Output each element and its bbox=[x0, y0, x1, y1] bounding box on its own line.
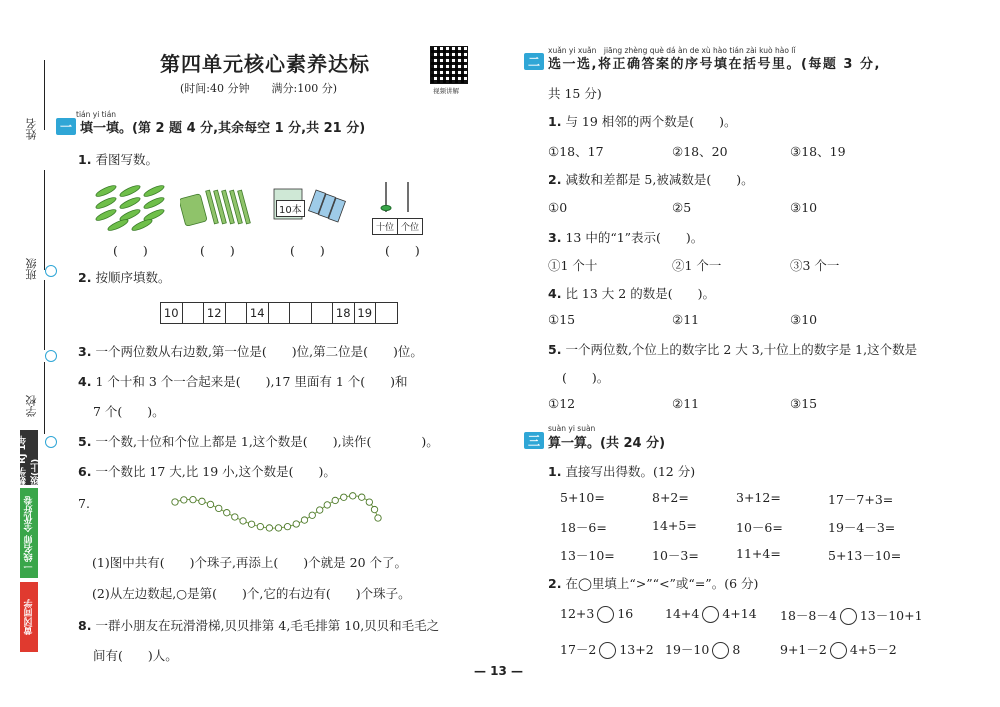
s2-q4-number: 4. bbox=[548, 286, 562, 301]
calc-item[interactable]: 14+5= bbox=[652, 518, 697, 533]
compare-item bbox=[780, 640, 897, 659]
compare-right: 13－10+1 bbox=[859, 608, 923, 623]
binding-hole-2 bbox=[45, 350, 57, 362]
q1-number: 1. bbox=[78, 152, 92, 167]
compare-circle[interactable] bbox=[830, 642, 847, 659]
bead bbox=[216, 505, 222, 511]
q4-text: 1 个十和 3 个一合起来是( ),17 里面有 1 个( )和 bbox=[95, 374, 408, 389]
class-line bbox=[44, 280, 45, 350]
compare-left: 18－8－4 bbox=[780, 608, 837, 623]
s2-q4-option-2[interactable]: ②11 bbox=[672, 312, 700, 327]
q1-blank-4[interactable]: ( ) bbox=[385, 243, 420, 258]
bead bbox=[266, 525, 272, 531]
s2-q3-number: 3. bbox=[548, 230, 562, 245]
bead bbox=[232, 514, 238, 520]
s2-q5-line bbox=[548, 340, 917, 358]
section3-pinyin: suàn yi suàn bbox=[548, 424, 596, 433]
q8-text: 一群小朋友在玩滑滑梯,贝贝排第 4,毛毛排第 10,贝贝和毛毛之 bbox=[95, 618, 440, 633]
compare-item bbox=[780, 606, 923, 625]
books-label: 10本 bbox=[276, 200, 305, 217]
section2-pinyin: xuǎn yi xuǎn jiāng zhèng què dá àn de xù hào tián zài kuò hào lǐ bbox=[548, 46, 796, 55]
compare-circle[interactable] bbox=[840, 608, 857, 625]
bead bbox=[317, 507, 323, 513]
s2-q2-line bbox=[548, 170, 754, 188]
q5-text: 一个数,十位和个位上都是 1,这个数是( ),读作( )。 bbox=[95, 434, 439, 449]
bead bbox=[181, 497, 187, 503]
q1-text: 看图写数。 bbox=[95, 152, 158, 167]
compare-right: 4+14 bbox=[722, 606, 757, 621]
s2-q2-option-3[interactable]: ③10 bbox=[790, 200, 818, 215]
page-number: — 13 — bbox=[474, 664, 524, 678]
bead bbox=[359, 494, 365, 500]
q3-number: 3. bbox=[78, 344, 92, 359]
s2-q2-option-1[interactable]: ①0 bbox=[548, 200, 568, 215]
compare-item bbox=[665, 640, 740, 659]
bead bbox=[207, 501, 213, 507]
calc-item[interactable]: 8+2= bbox=[652, 490, 689, 505]
compare-left: 19－10 bbox=[665, 642, 710, 657]
s2-q1-number: 1. bbox=[548, 114, 562, 129]
abacus-place-labels bbox=[372, 218, 423, 235]
qr-caption: 视频讲解 bbox=[433, 87, 459, 95]
s3-q2-number: 2. bbox=[548, 576, 562, 591]
bead bbox=[284, 523, 290, 529]
s2-q5-text: 一个两位数,个位上的数字比 2 大 3,十位上的数字是 1,这个数是 bbox=[565, 342, 918, 357]
q4-line bbox=[78, 372, 408, 390]
compare-circle[interactable] bbox=[702, 606, 719, 623]
q3-text: 一个两位数从右边数,第一位是( )位,第二位是( )位。 bbox=[95, 344, 423, 359]
compare-item bbox=[665, 606, 757, 623]
bead bbox=[341, 494, 347, 500]
sequence-boxes bbox=[160, 302, 398, 324]
binding-hole-1 bbox=[45, 265, 57, 277]
q7-sub1: (1)图中共有( )个珠子,再添上( )个就是 20 个了。 bbox=[92, 555, 408, 570]
bead bbox=[172, 499, 178, 505]
q1-blank-2[interactable]: ( ) bbox=[200, 243, 235, 258]
spine-series: 一线名师 全优好卷 bbox=[20, 488, 38, 578]
compare-circle[interactable] bbox=[599, 642, 616, 659]
seq-cell[interactable] bbox=[226, 303, 248, 323]
calc-item[interactable]: 5+13－10= bbox=[828, 548, 902, 563]
pea-pods-icon bbox=[92, 183, 172, 231]
abacus-tens-label: 十位 bbox=[373, 219, 398, 234]
page-title: 第四单元核心素养达标 bbox=[160, 52, 370, 76]
bead bbox=[371, 506, 377, 512]
seq-cell[interactable] bbox=[269, 303, 291, 323]
q4-number: 4. bbox=[78, 374, 92, 389]
s2-q5-option-2[interactable]: ②11 bbox=[672, 396, 700, 411]
seq-cell: 19 bbox=[355, 303, 377, 323]
qr-code-icon[interactable] bbox=[430, 46, 468, 84]
s2-q2-option-2[interactable]: ②5 bbox=[672, 200, 692, 215]
divider-line bbox=[44, 170, 45, 270]
spine-brand: 黄冈同学 bbox=[20, 582, 38, 652]
class-label: 班级 bbox=[25, 258, 38, 280]
s2-q1-option-1[interactable]: ①18、17 bbox=[548, 144, 604, 159]
name-label: 姓名 bbox=[25, 118, 38, 140]
bead bbox=[324, 502, 330, 508]
compare-circle[interactable] bbox=[597, 606, 614, 623]
q1-blank-1[interactable]: ( ) bbox=[113, 243, 148, 258]
compare-left: 14+4 bbox=[665, 606, 700, 621]
section1-title: 填一填。(第 2 题 4 分,其余每空 1 分,共 21 分) bbox=[80, 121, 366, 136]
section2-title: 选一选,将正确答案的序号填在括号里。(每题 3 分, bbox=[548, 57, 881, 72]
bead bbox=[257, 523, 263, 529]
q2-line bbox=[78, 268, 170, 286]
s3-q1-text: 直接写出得数。(12 分) bbox=[565, 464, 696, 479]
name-line bbox=[44, 60, 45, 130]
q7-sub2: (2)从左边数起,○是第( )个,它的右边有( )个珠子。 bbox=[92, 586, 411, 601]
seq-cell[interactable] bbox=[312, 303, 334, 323]
s2-q3-option-3[interactable]: ③3 个一 bbox=[790, 258, 840, 273]
compare-left: 9+1－2 bbox=[780, 642, 827, 657]
spine-subject: 数学 RJ 1年级(上) bbox=[20, 430, 38, 485]
q8-number: 8. bbox=[78, 618, 92, 633]
s2-q4-option-1[interactable]: ①15 bbox=[548, 312, 576, 327]
seq-cell[interactable] bbox=[290, 303, 312, 323]
section2-title-cont: 共 15 分) bbox=[548, 86, 602, 101]
s2-q1-option-3[interactable]: ③18、19 bbox=[790, 144, 846, 159]
s3-q1-number: 1. bbox=[548, 464, 562, 479]
section2-badge: 二 bbox=[524, 53, 544, 70]
compare-right: 13+2 bbox=[619, 642, 654, 657]
calc-item[interactable]: 19－4－3= bbox=[828, 520, 896, 535]
compare-right: 4+5－2 bbox=[849, 642, 897, 657]
compare-item bbox=[560, 606, 633, 623]
s2-q4-option-3[interactable]: ③10 bbox=[790, 312, 818, 327]
q7-number: 7. bbox=[78, 496, 90, 511]
s2-q3-option-1[interactable]: ①1 个十 bbox=[548, 258, 598, 273]
calc-item[interactable]: 10－3= bbox=[652, 548, 699, 563]
s2-q3-text: 13 中的“1”表示( )。 bbox=[565, 230, 704, 245]
bead bbox=[332, 497, 338, 503]
bead bbox=[248, 521, 254, 527]
q8-line bbox=[78, 616, 439, 634]
q1-line bbox=[78, 150, 158, 168]
s2-q2-number: 2. bbox=[548, 172, 562, 187]
q6-text: 一个数比 17 大,比 19 小,这个数是( )。 bbox=[95, 464, 336, 479]
section1-badge: 一 bbox=[56, 118, 76, 135]
compare-left: 17－2 bbox=[560, 642, 597, 657]
section3-badge: 三 bbox=[524, 432, 544, 449]
seq-cell: 14 bbox=[247, 303, 269, 323]
s2-q5-text-cont: ( )。 bbox=[562, 370, 610, 385]
q6-number: 6. bbox=[78, 464, 92, 479]
compare-left: 12+3 bbox=[560, 606, 595, 621]
calc-item[interactable]: 13－10= bbox=[560, 548, 615, 563]
calc-item[interactable]: 3+12= bbox=[736, 490, 781, 505]
seq-cell: 18 bbox=[333, 303, 355, 323]
bead bbox=[293, 521, 299, 527]
bead bbox=[240, 518, 246, 524]
bead bbox=[224, 509, 230, 515]
sticks-bundle-icon bbox=[180, 186, 258, 226]
calc-item[interactable]: 18－6= bbox=[560, 520, 607, 535]
section3-title: 算一算。(共 24 分) bbox=[548, 436, 666, 451]
calc-item[interactable]: 11+4= bbox=[736, 546, 781, 561]
compare-item bbox=[560, 640, 654, 659]
s2-q1-text: 与 19 相邻的两个数是( )。 bbox=[565, 114, 737, 129]
s2-q5-option-3[interactable]: ③15 bbox=[790, 396, 818, 411]
calc-item[interactable]: 5+10= bbox=[560, 490, 605, 505]
s2-q3-option-2[interactable]: ②1 个一 bbox=[672, 258, 722, 273]
s2-q3-line bbox=[548, 228, 703, 246]
calc-item[interactable]: 10－6= bbox=[736, 520, 783, 535]
bead bbox=[375, 515, 381, 521]
s2-q4-line bbox=[548, 284, 715, 302]
q2-text: 按顺序填数。 bbox=[95, 270, 171, 285]
bead bbox=[301, 517, 307, 523]
bead bbox=[275, 525, 281, 531]
binding-hole-3 bbox=[45, 436, 57, 448]
q6-line bbox=[78, 462, 336, 480]
q2-number: 2. bbox=[78, 270, 92, 285]
page-subtitle: (时间:40 分钟 满分:100 分) bbox=[180, 82, 337, 95]
calc-item[interactable]: 17－7+3= bbox=[828, 492, 894, 507]
s3-q1-line bbox=[548, 462, 695, 480]
bead-string-icon bbox=[170, 490, 385, 540]
s2-q2-text: 减数和差都是 5,被减数是( )。 bbox=[565, 172, 754, 187]
q5-number: 5. bbox=[78, 434, 92, 449]
s2-q5-number: 5. bbox=[548, 342, 562, 357]
q4-text-cont: 7 个( )。 bbox=[93, 404, 165, 419]
bead bbox=[309, 512, 315, 518]
s2-q5-option-1[interactable]: ①12 bbox=[548, 396, 576, 411]
bead bbox=[190, 496, 196, 502]
bead bbox=[199, 498, 205, 504]
seq-cell: 12 bbox=[204, 303, 226, 323]
s2-q1-line bbox=[548, 112, 737, 130]
s2-q1-option-2[interactable]: ②18、20 bbox=[672, 144, 728, 159]
q5-line bbox=[78, 432, 439, 450]
q8-text-cont: 间有( )人。 bbox=[93, 648, 178, 663]
bead bbox=[366, 499, 372, 505]
abacus-icon bbox=[370, 180, 426, 214]
compare-right: 16 bbox=[617, 606, 634, 621]
q3-line bbox=[78, 342, 423, 360]
compare-right: 8 bbox=[732, 642, 741, 657]
school-line bbox=[44, 362, 45, 434]
seq-cell[interactable] bbox=[376, 303, 397, 323]
section1-pinyin: tián yi tián bbox=[76, 110, 117, 119]
q1-blank-3[interactable]: ( ) bbox=[290, 243, 325, 258]
seq-cell[interactable] bbox=[183, 303, 205, 323]
compare-circle[interactable] bbox=[712, 642, 729, 659]
bead bbox=[350, 493, 356, 499]
seq-cell: 10 bbox=[161, 303, 183, 323]
s3-q2-text: 在◯里填上“>”“<”或“=”。(6 分) bbox=[565, 576, 759, 591]
school-label: 学校 bbox=[25, 395, 38, 417]
abacus-ones-label: 个位 bbox=[401, 223, 420, 233]
s3-q2-line bbox=[548, 574, 758, 592]
s2-q4-text: 比 13 大 2 的数是( )。 bbox=[565, 286, 715, 301]
